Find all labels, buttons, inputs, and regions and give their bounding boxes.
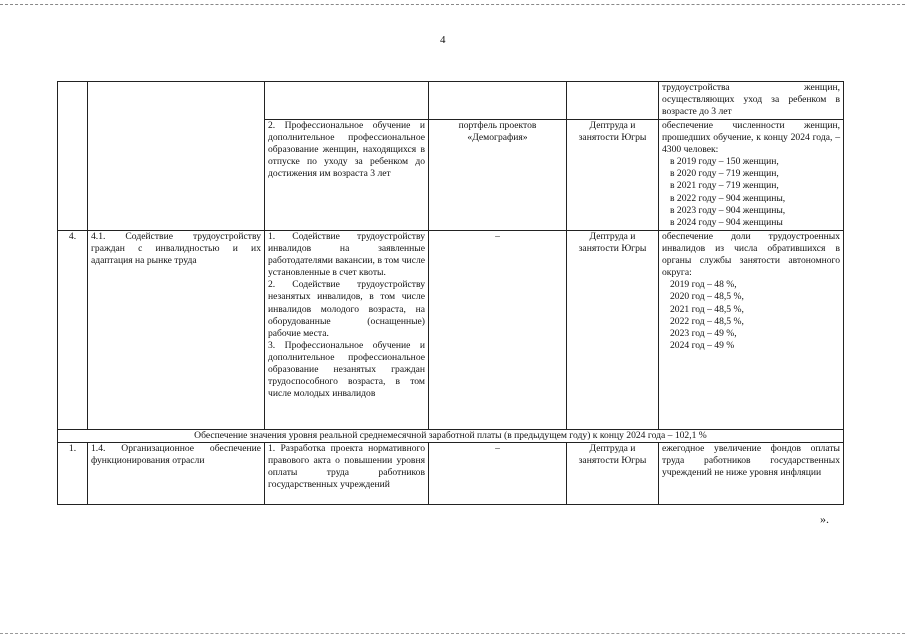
responsible-cell: Дептруда и занятости Югры xyxy=(567,443,659,505)
project-cell xyxy=(429,82,567,120)
row-number-cell: 1. xyxy=(58,443,88,505)
project-cell: портфель проектов «Демография» xyxy=(429,120,567,231)
table-row xyxy=(58,443,844,505)
section-heading: Обеспечение значения уровня реальной среднемесячной заработной платы (в предыдущем году) к концу 2024 года – 102,1 % xyxy=(58,430,844,443)
result-cell: обеспечение численности женщин, прошедших обучение, к концу 2024 года, – 4300 человек: в 2019 году – 150 женщин, в 2020 году – 719 женщин, в 2021 году – 719 женщин, в 2022 году – 904 женщины, в 2023 году – 904 женщины, в 2024 году – 904 женщины xyxy=(659,120,844,231)
table-row xyxy=(58,231,844,430)
responsible-cell: Дептруда и занятости Югры xyxy=(567,231,659,430)
task-cell: 4.1. Содействие трудоустройству граждан с инвалидностью и их адаптация на рынке труда xyxy=(88,231,265,430)
project-cell: – xyxy=(429,443,567,505)
closing-quote-mark: ». xyxy=(820,512,829,526)
table-row xyxy=(58,82,844,120)
measures-cell: 1. Разработка проекта нормативного правового акта о повышении уровня оплаты труда работников государственных учреждений xyxy=(265,443,429,505)
task-cell xyxy=(88,82,265,231)
measures-cell: 2. Профессиональное обучение и дополнительное профессиональное образование женщин, находящихся в отпуске по уходу за ребенком до достижения им возраста 3 лет xyxy=(265,120,429,231)
measures-cell: 1. Содействие трудоустройству инвалидов на заявленные работодателями вакансии, в том числе установленные в счет квоты. 2. Содействие трудоустройству незанятых инвалидов, в том числе инвалидов молодого возраста, на оборудованные (оснащенные) рабочие места. 3. Профессиональное обучение и дополнительное профессиональное образование незанятых граждан трудоспособного возраста, в том числе молодых инвалидов xyxy=(265,231,429,430)
result-cell: трудоустройства женщин, осуществляющих уход за ребенком в возрасте до 3 лет xyxy=(659,82,844,120)
responsible-cell: Дептруда и занятости Югры xyxy=(567,120,659,231)
page-number: 4 xyxy=(440,34,446,46)
responsible-cell xyxy=(567,82,659,120)
task-cell: 1.4. Организационное обеспечение функционирования отрасли xyxy=(88,443,265,505)
measures-table xyxy=(57,81,844,505)
result-cell: обеспечение доли трудоустроенных инвалидов из числа обратившихся в органы службы занятости автономного округа: 2019 год – 48 %, 2020 год – 48,5 %, 2021 год – 48,5 %, 2022 год – 48,5 %, 2023 год – 49 %, 2024 год – 49 % xyxy=(659,231,844,430)
section-heading-row xyxy=(58,430,844,443)
row-number-cell: 4. xyxy=(58,231,88,430)
row-number-cell xyxy=(58,82,88,231)
measures-cell xyxy=(265,82,429,120)
project-cell: – xyxy=(429,231,567,430)
scan-top-edge xyxy=(0,4,905,5)
scan-bottom-edge xyxy=(0,633,905,634)
result-cell: ежегодное увеличение фондов оплаты труда работников государственных учреждений не ниже уровня инфляции xyxy=(659,443,844,505)
